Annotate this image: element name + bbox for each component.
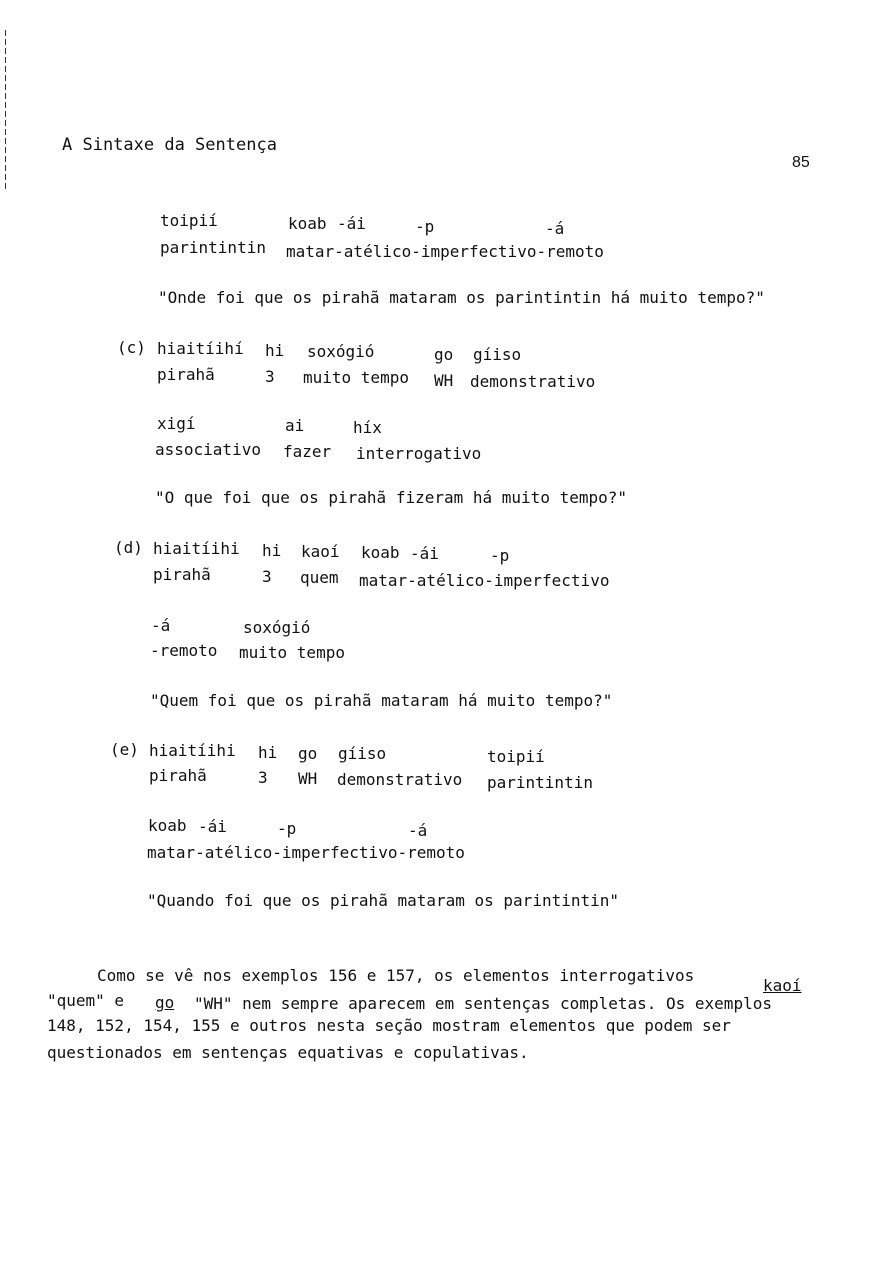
gloss-word: toipií xyxy=(160,211,218,230)
gloss-word: koab xyxy=(361,543,400,562)
free-translation: "Quando foi que os pirahã mataram os parintintin" xyxy=(147,891,620,910)
gloss-word: -á xyxy=(408,821,428,840)
gloss-translation: interrogativo xyxy=(356,444,482,463)
gloss-word: -p xyxy=(490,546,510,565)
gloss-word: hiaitíihí xyxy=(157,339,244,358)
gloss-word: -ái xyxy=(410,544,439,563)
gloss-word: gíiso xyxy=(473,345,522,364)
gloss-translation: pirahã xyxy=(157,365,215,384)
paragraph-line: "WH" nem sempre aparecem em sentenças completas. Os exemplos xyxy=(194,994,772,1013)
paragraph-term: kaoí xyxy=(763,976,802,995)
gloss-translation: demonstrativo xyxy=(337,770,463,789)
gloss-word: -ái xyxy=(337,214,366,233)
gloss-translation: -remoto xyxy=(150,641,218,660)
gloss-word: hi xyxy=(265,341,285,360)
gloss-translation: parintintin xyxy=(487,773,593,792)
example-label: (e) xyxy=(110,740,139,759)
gloss-word: hiaitíihi xyxy=(149,741,236,760)
gloss-translation: pirahã xyxy=(153,565,211,584)
gloss-translation: matar-atélico-imperfectivo-remoto xyxy=(286,242,604,261)
running-title: A Sintaxe da Sentença xyxy=(62,135,277,155)
gloss-word: kaoí xyxy=(301,542,340,561)
paragraph-line: questionados em sentenças equativas e copulativas. xyxy=(47,1043,529,1062)
gloss-translation: muito tempo xyxy=(303,368,409,387)
paragraph-line: Como se vê nos exemplos 156 e 157, os elementos interrogativos xyxy=(97,966,695,985)
gloss-word: -á xyxy=(545,219,565,238)
paragraph-line: 148, 152, 154, 155 e outros nesta seção mostram elementos que podem ser xyxy=(47,1016,731,1035)
gloss-word: soxógió xyxy=(243,618,311,637)
gloss-translation: demonstrativo xyxy=(470,372,596,391)
gloss-word: ai xyxy=(285,416,305,435)
gloss-translation: pirahã xyxy=(149,766,207,785)
free-translation: "O que foi que os pirahã fizeram há muito tempo?" xyxy=(155,488,628,507)
example-label: (d) xyxy=(114,538,143,557)
gloss-word: hi xyxy=(262,541,282,560)
paragraph-term: go xyxy=(155,993,175,1012)
gloss-word: hiaitíihi xyxy=(153,539,240,558)
gloss-word: -p xyxy=(277,819,297,838)
gloss-word: koab xyxy=(148,816,187,835)
gloss-word: xigí xyxy=(157,414,196,433)
gloss-translation: 3 xyxy=(258,768,268,787)
gloss-translation: WH xyxy=(434,371,454,390)
gloss-translation: fazer xyxy=(283,442,332,461)
gloss-translation: matar-atélico-imperfectivo xyxy=(359,571,610,590)
gloss-translation: WH xyxy=(298,769,318,788)
gloss-word: -p xyxy=(415,217,435,236)
gloss-translation: muito tempo xyxy=(239,643,345,662)
free-translation: "Quem foi que os pirahã mataram há muito tempo?" xyxy=(150,691,613,710)
gloss-word: -á xyxy=(151,616,171,635)
page-number: 85 xyxy=(792,154,810,171)
gloss-word: koab xyxy=(288,214,327,233)
free-translation: "Onde foi que os pirahã mataram os parintintin há muito tempo?" xyxy=(158,288,765,307)
gloss-word: -ái xyxy=(198,817,227,836)
gloss-word: go xyxy=(298,744,318,763)
gloss-translation: 3 xyxy=(265,367,275,386)
gloss-translation: associativo xyxy=(155,440,261,459)
gloss-word: go xyxy=(434,345,454,364)
gloss-word: hi xyxy=(258,743,278,762)
gloss-translation: quem xyxy=(300,568,339,587)
gloss-translation: 3 xyxy=(262,567,272,586)
margin-scan-line xyxy=(5,30,6,190)
gloss-translation: matar-atélico-imperfectivo-remoto xyxy=(147,843,465,862)
gloss-word: soxógió xyxy=(307,342,375,361)
gloss-word: híx xyxy=(353,418,382,437)
gloss-word: toipií xyxy=(487,747,545,766)
paragraph-line: "quem" e xyxy=(47,991,125,1010)
gloss-word: gíiso xyxy=(338,744,387,763)
example-label: (c) xyxy=(117,338,146,357)
gloss-translation: parintintin xyxy=(160,238,266,257)
